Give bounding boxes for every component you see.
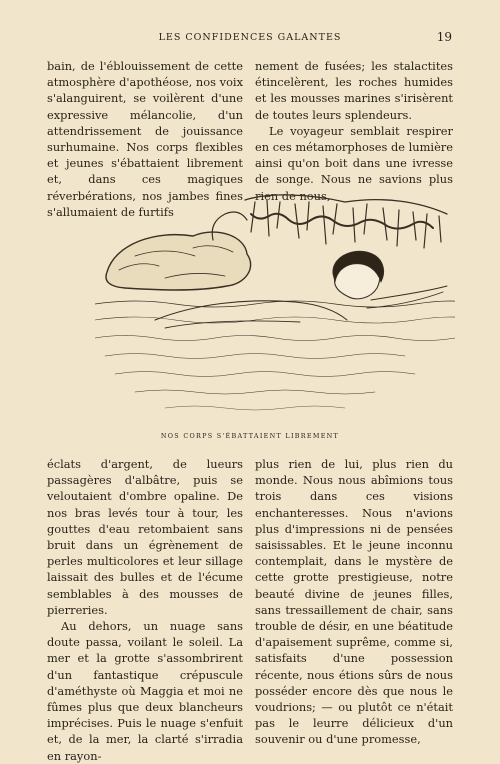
page-header (48, 32, 452, 48)
paragraph: bain, de l'éblouissement de cette atmosphère d'apothéose, nos voix s'alanguirent, se voilèrent d'une expressive mélancolie, d'un attendrissement de jouissance surhumaine. Nos corps flexibles et jeunes s'ébattaient librement et, dans ces magiques réverbérations, nos jambes fines s'allumaient de furtifs (47, 59, 243, 219)
text-column-bottom-left (47, 456, 243, 764)
swimming-woman-illustration (95, 192, 455, 422)
paragraph: plus rien de lui, plus rien du monde. Nous nous abîmions tous trois dans ces visions enchanteresses. Nous n'avions plus d'impressions ni de pensées saisissables. Et le jeune inconnu contemplait, dans le mystère de cette grotte prestigieuse, notre beauté divine de jeunes filles, sans tressaillement de chair, sans trouble de désir, en une béatitude d'apaisement suprême, comme si, satisfaits d'une possession récente, nous étions sûrs de nous posséder encore dès que nous le voudrions; — ou plutôt ce n'était pas le leurre délicieux d'un souvenir ou d'une promesse, (255, 457, 453, 747)
text-column-bottom-right (255, 456, 453, 748)
page-number: 19 (436, 30, 452, 44)
paragraph: Au dehors, un nuage sans doute passa, voilant le soleil. La mer et la grotte s'assombrirent d'un fantastique crépuscule d'améthyste où Maggia et moi ne fûmes plus que deux blancheurs imprécises. Puis le nuage s'enfuit et, de la mer, la clarté s'irradia en rayon- (47, 619, 243, 763)
text-column-top-right (255, 58, 453, 204)
paragraph: Le voyageur semblait respirer en ces métamorphoses de lumière ainsi qu'on boit dans une ivresse de songe. Nous ne savions plus rien de nous, (255, 123, 453, 203)
paragraph: éclats d'argent, de lueurs passagères d'albâtre, puis se veloutaient d'ombre opaline. De nos bras levés tour à tour, les gouttes d'eau retombaient sans bruit dans un égrènement de perles multicolores et leur sillage laissait des bulles et de l'écume semblables à des mousses de pierreries. (47, 457, 243, 617)
illustration-caption: NOS CORPS S'ÉBATTAIENT LIBREMENT (160, 432, 340, 440)
running-title: LES CONFIDENCES GALANTES (158, 32, 342, 43)
paragraph: nement de fusées; les stalactites étincelèrent, les roches humides et les mousses marines s'irisèrent de toutes leurs splendeurs. (255, 59, 453, 122)
